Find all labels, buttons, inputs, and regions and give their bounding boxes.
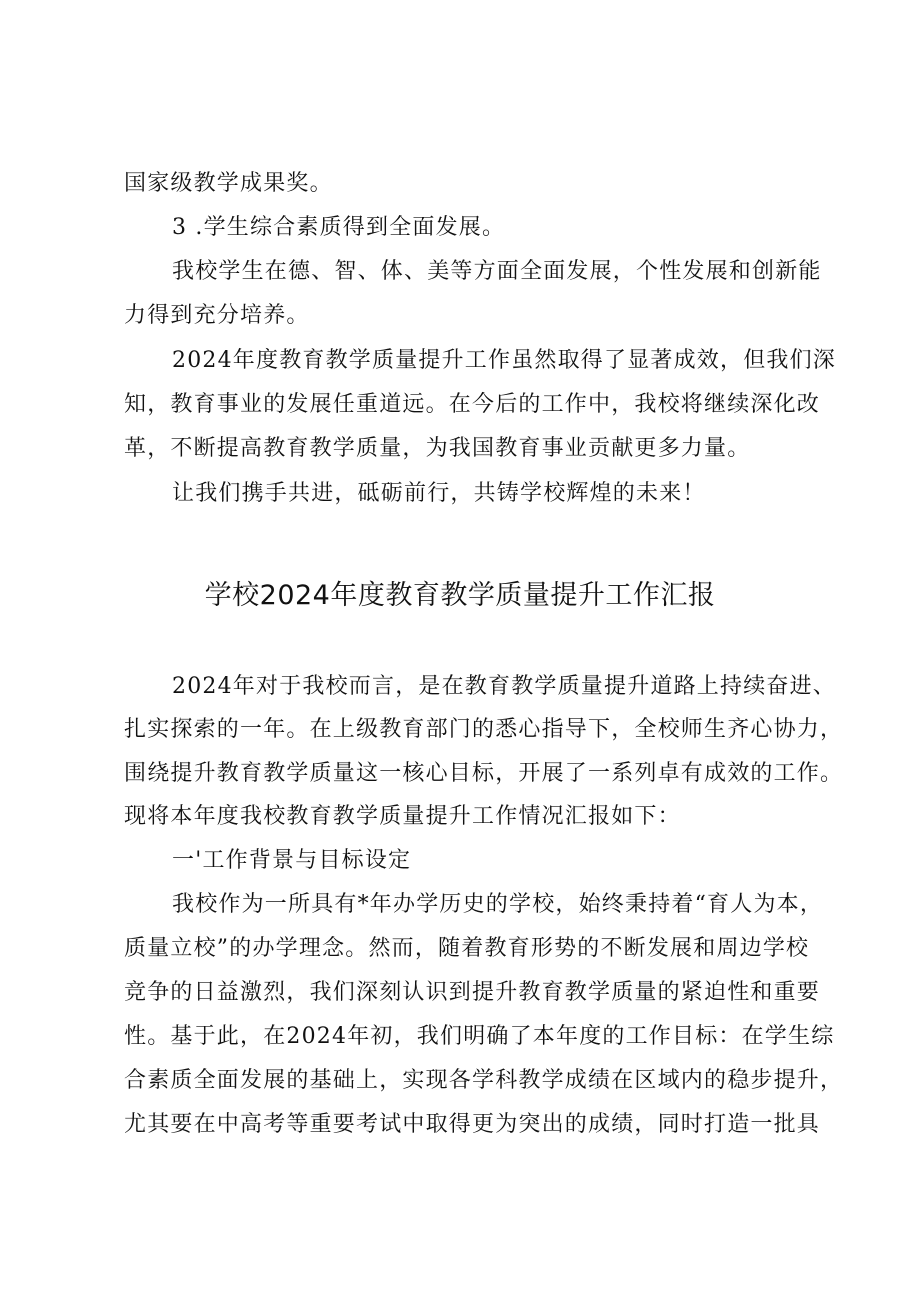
paragraph-line: 2024年对于我校而言，是在教育教学质量提升道路上持续奋进、	[172, 674, 836, 699]
paragraph-line: 现将本年度我校教育教学质量提升工作情况汇报如下：	[124, 804, 681, 829]
section-heading: 一'工作背景与目标设定	[172, 848, 412, 873]
paragraph-line: 合素质全面发展的基础上，实现各学科教学成绩在区域内的稳步提升，	[124, 1068, 844, 1093]
paragraph-line: 围绕提升教育教学质量这一核心目标，开展了一系列卓有成效的工作。	[124, 761, 844, 786]
paragraph-line: 竞争的日益激烈，我们深刻认识到提升教育教学质量的紧迫性和重要	[124, 980, 821, 1005]
report-title: 学校2024年度教育教学质量提升工作汇报	[204, 580, 716, 611]
paragraph-line: 质量立校”的办学理念。然而，随着教育形势的不断发展和周边学校	[124, 936, 810, 961]
paragraph-line: 尤其要在中高考等重要考试中取得更为突出的成绩，同时打造一批具	[124, 1112, 821, 1137]
numbered-item: 3 .学生综合素质得到全面发展。	[172, 215, 506, 240]
paragraph-line: 我校学生在德、智、体、美等方面全面发展，个性发展和创新能	[172, 259, 822, 284]
paragraph-line: 性。基于此，在2024年初，我们明确了本年度的工作目标：在学生综	[124, 1024, 835, 1049]
paragraph-line: 国家级教学成果奖。	[124, 171, 333, 196]
paragraph-line: 2024年度教育教学质量提升工作虽然取得了显著成效，但我们深	[172, 348, 836, 373]
paragraph-line: 力得到充分培养。	[124, 303, 310, 328]
paragraph-line: 扎实探索的一年。在上级教育部门的悉心指导下，全校师生齐心协力，	[124, 717, 844, 742]
paragraph-line: 革，不断提高教育教学质量，为我国教育事业贡献更多力量。	[124, 436, 751, 461]
paragraph-line: 我校作为一所具有*年办学历史的学校，始终秉持着“育人为本，	[172, 892, 824, 917]
paragraph-line: 知，教育事业的发展任重道远。在今后的工作中，我校将继续深化改	[124, 392, 821, 417]
paragraph-line: 让我们携手共进，砥砺前行，共铸学校辉煌的未来！	[172, 481, 706, 506]
